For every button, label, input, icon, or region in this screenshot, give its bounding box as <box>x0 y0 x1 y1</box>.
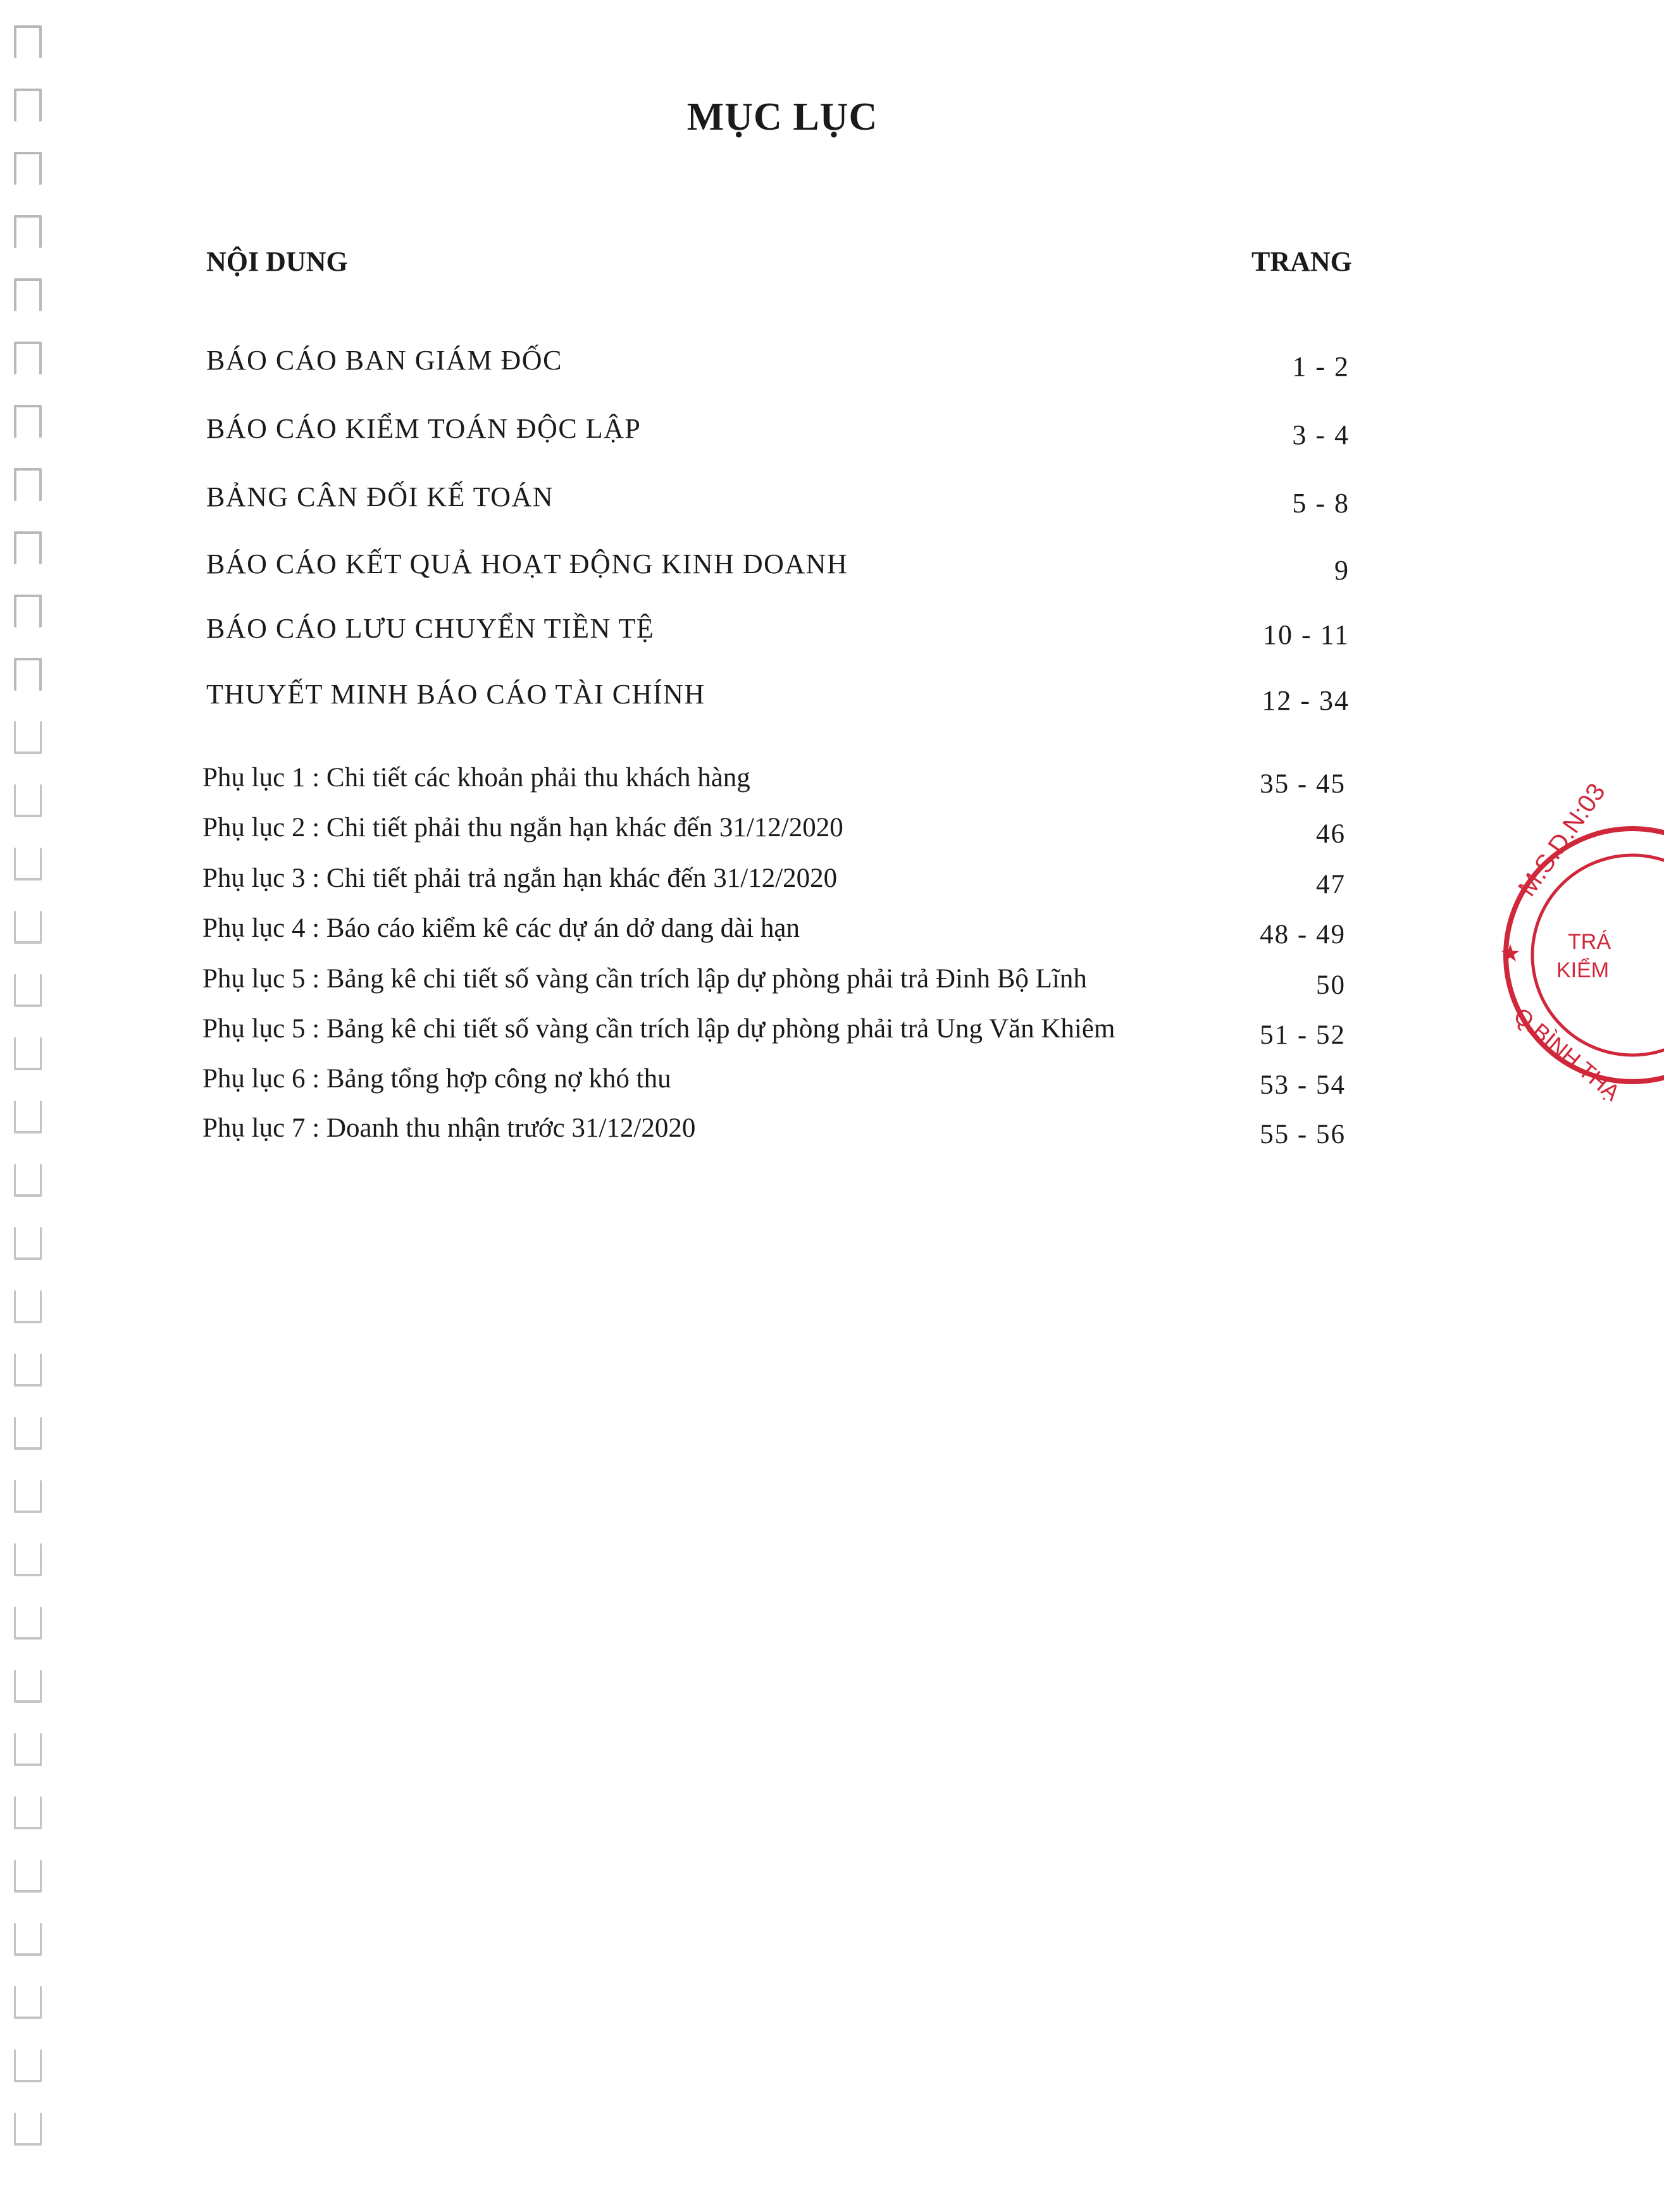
binding-hole <box>14 278 42 311</box>
binding-hole <box>14 1733 42 1766</box>
toc-entry <box>0 344 1565 388</box>
binding-hole <box>14 1923 42 1956</box>
binding-hole <box>14 1796 42 1829</box>
appendix-entry <box>0 812 1565 856</box>
toc-entry-pages: 1 - 2 <box>1292 351 1350 382</box>
toc-entry-pages: 10 - 11 <box>1262 619 1350 650</box>
appendix-entry-label: Phụ lục 5 : Bảng kê chi tiết số vàng cần trích lập dự phòng phải trả Đinh Bộ Lĩnh <box>202 964 1087 994</box>
toc-entry-pages: 12 - 34 <box>1262 685 1350 716</box>
binding-hole <box>14 1543 42 1576</box>
seal-text-mid2: KIỂM <box>1556 958 1610 982</box>
binding-hole <box>14 2113 42 2146</box>
appendix-entry-pages: 55 - 56 <box>1260 1120 1346 1149</box>
appendix-entry <box>0 762 1565 806</box>
binding-hole <box>14 1607 42 1640</box>
appendix-entry-pages: 35 - 45 <box>1260 769 1346 799</box>
appendix-entry-label: Phụ lục 4 : Báo cáo kiểm kê các dự án dở dang dài hạn <box>202 913 800 943</box>
toc-entry-label: BÁO CÁO KIỂM TOÁN ĐỘC LẬP <box>206 413 642 444</box>
binding-hole <box>14 2049 42 2082</box>
toc-entry <box>0 481 1565 525</box>
appendix-entry <box>0 1063 1565 1108</box>
binding-hole <box>14 1860 42 1893</box>
binding-hole <box>14 25 42 58</box>
toc-entry-label: BÁO CÁO LƯU CHUYỂN TIỀN TỆ <box>206 613 655 644</box>
toc-entry <box>0 612 1565 657</box>
binding-hole <box>14 152 42 185</box>
seal-star-icon: ★ <box>1499 941 1522 967</box>
binding-hole <box>14 721 42 754</box>
binding-hole <box>14 1227 42 1260</box>
seal-text-mid1: TRÁ <box>1568 930 1611 954</box>
appendix-entry-label: Phụ lục 2 : Chi tiết phải thu ngắn hạn khác đến 31/12/2020 <box>202 813 843 843</box>
appendix-entry <box>0 1013 1565 1058</box>
binding-hole <box>14 1417 42 1450</box>
binding-hole <box>14 1290 42 1323</box>
toc-entry <box>0 412 1565 457</box>
toc-entry-label: BÁO CÁO BAN GIÁM ĐỐC <box>206 345 562 376</box>
appendix-entry-label: Phụ lục 5 : Bảng kê chi tiết số vàng cần trích lập dự phòng phải trả Ung Văn Khiêm <box>202 1014 1115 1044</box>
appendix-entry-pages: 50 <box>1316 970 1346 1000</box>
appendix-entry <box>0 913 1565 957</box>
binding-hole <box>14 1480 42 1513</box>
appendix-entry-label: Phụ lục 3 : Chi tiết phải trả ngắn hạn khác đến 31/12/2020 <box>202 863 838 893</box>
toc-entry-label: BÁO CÁO KẾT QUẢ HOẠT ĐỘNG KINH DOANH <box>206 548 848 579</box>
binding-hole <box>14 1670 42 1703</box>
appendix-entry <box>0 963 1565 1008</box>
toc-entry-pages: 9 <box>1334 555 1350 586</box>
content-column-header: NỘI DUNG <box>206 246 348 277</box>
toc-entry-label: BẢNG CÂN ĐỐI KẾ TOÁN <box>206 481 554 512</box>
company-seal <box>1474 778 1664 1106</box>
appendix-entry-label: Phụ lục 1 : Chi tiết các khoản phải thu khách hàng <box>202 763 750 793</box>
toc-entry <box>0 678 1565 722</box>
binding-hole <box>14 215 42 248</box>
binding-hole <box>14 1354 42 1387</box>
appendix-entry-pages: 51 - 52 <box>1260 1020 1346 1050</box>
appendix-entry-pages: 53 - 54 <box>1260 1070 1346 1100</box>
toc-entry <box>0 548 1565 592</box>
binding-hole <box>14 1986 42 2019</box>
page-title: MỤC LỤC <box>686 96 878 139</box>
seal-text-bottom: Q.BÌNH THẠ <box>1508 1002 1625 1106</box>
seal-text-top: M.S.D.N:03 <box>1513 778 1611 902</box>
page-column-header: TRANG <box>1251 246 1352 277</box>
binding-hole <box>14 1164 42 1197</box>
appendix-entry-label: Phụ lục 6 : Bảng tổng hợp công nợ khó thu <box>202 1064 671 1094</box>
appendix-entry-pages: 48 - 49 <box>1260 920 1346 949</box>
appendix-entry-pages: 46 <box>1316 819 1346 849</box>
appendix-entry <box>0 863 1565 907</box>
appendix-entry <box>0 1113 1565 1157</box>
toc-entry-label: THUYẾT MINH BÁO CÁO TÀI CHÍNH <box>206 679 705 710</box>
toc-entry-pages: 3 - 4 <box>1292 419 1350 450</box>
appendix-entry-pages: 47 <box>1316 870 1346 899</box>
appendix-entry-label: Phụ lục 7 : Doanh thu nhận trước 31/12/2020 <box>202 1113 696 1143</box>
toc-entry-pages: 5 - 8 <box>1292 488 1350 519</box>
